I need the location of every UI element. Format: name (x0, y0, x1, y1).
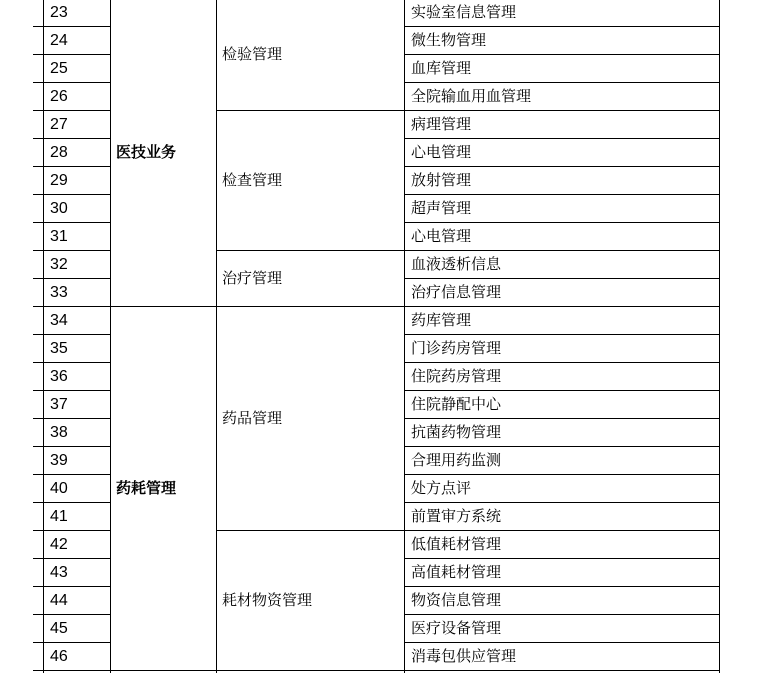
item-cell: 低值耗材管理 (405, 531, 719, 559)
item-cell: 病理管理 (405, 111, 719, 139)
modules-table (43, 0, 720, 673)
row-number-cell: 30 (44, 195, 111, 223)
item-cell: 血库管理 (405, 55, 719, 83)
row-number-cell: 36 (44, 363, 111, 391)
row-number-cell: 33 (44, 279, 111, 307)
item-cell: 住院药房管理 (405, 363, 719, 391)
row-border-tick (33, 642, 43, 643)
row-number-cell: 29 (44, 167, 111, 195)
row-border-tick (33, 502, 43, 503)
item-cell: 心电管理 (405, 139, 719, 167)
row-border-tick (33, 82, 43, 83)
row-border-tick (33, 670, 43, 671)
row-border-tick (33, 390, 43, 391)
row-number-cell: 25 (44, 55, 111, 83)
item-cell: 微生物管理 (405, 27, 719, 55)
row-number-cell: 40 (44, 475, 111, 503)
item-cell: 物资信息管理 (405, 587, 719, 615)
row-number-cell: 31 (44, 223, 111, 251)
row-number-cell: 26 (44, 83, 111, 111)
row-border-tick (33, 530, 43, 531)
category-cell: 药耗管理 (111, 307, 217, 671)
item-cell: 血液透析信息 (405, 251, 719, 279)
item-cell: 实验室信息管理 (405, 0, 719, 27)
row-number-cell: 42 (44, 531, 111, 559)
row-number-cell: 38 (44, 419, 111, 447)
row-number-cell: 41 (44, 503, 111, 531)
row-border-tick (33, 334, 43, 335)
row-number-cell: 32 (44, 251, 111, 279)
item-cell: 门诊药房管理 (405, 335, 719, 363)
item-cell: 抗菌药物管理 (405, 419, 719, 447)
row-border-tick (33, 222, 43, 223)
row-border-tick (33, 558, 43, 559)
item-cell: 医疗设备管理 (405, 615, 719, 643)
row-number-cell: 23 (44, 0, 111, 27)
row-border-tick (33, 306, 43, 307)
row-number-cell: 34 (44, 307, 111, 335)
subcategory-cell: 治疗管理 (217, 251, 405, 307)
row-border-tick (33, 166, 43, 167)
row-number-cell: 46 (44, 643, 111, 671)
subcategory-cell: 耗材物资管理 (217, 531, 405, 671)
row-border-tick (33, 138, 43, 139)
item-cell: 合理用药监测 (405, 447, 719, 475)
row-number-cell: 43 (44, 559, 111, 587)
row-number-cell: 37 (44, 391, 111, 419)
item-cell: 心电管理 (405, 223, 719, 251)
row-number-cell: 35 (44, 335, 111, 363)
row-border-tick (33, 54, 43, 55)
row-border-tick (33, 446, 43, 447)
row-number-cell: 24 (44, 27, 111, 55)
item-cell: 高值耗材管理 (405, 559, 719, 587)
row-number-cell: 27 (44, 111, 111, 139)
item-cell: 放射管理 (405, 167, 719, 195)
item-cell: 前置审方系统 (405, 503, 719, 531)
row-border-tick (33, 250, 43, 251)
row-border-tick (33, 362, 43, 363)
row-number-cell: 45 (44, 615, 111, 643)
row-number-cell: 28 (44, 139, 111, 167)
row-border-tick (33, 194, 43, 195)
row-border-tick (33, 474, 43, 475)
category-cell: 医技业务 (111, 0, 217, 307)
item-cell: 超声管理 (405, 195, 719, 223)
item-cell: 消毒包供应管理 (405, 643, 719, 671)
row-number-cell: 39 (44, 447, 111, 475)
row-border-tick (33, 586, 43, 587)
subcategory-cell: 药品管理 (217, 307, 405, 531)
row-border-tick (33, 110, 43, 111)
row-border-tick (33, 26, 43, 27)
subcategory-cell: 检查管理 (217, 111, 405, 251)
item-cell: 处方点评 (405, 475, 719, 503)
item-cell: 药库管理 (405, 307, 719, 335)
item-cell: 治疗信息管理 (405, 279, 719, 307)
row-border-tick (33, 614, 43, 615)
row-border-tick (33, 418, 43, 419)
row-number-cell: 44 (44, 587, 111, 615)
subcategory-cell: 检验管理 (217, 0, 405, 111)
item-cell: 住院静配中心 (405, 391, 719, 419)
row-border-tick (33, 278, 43, 279)
item-cell: 全院输血用血管理 (405, 83, 719, 111)
